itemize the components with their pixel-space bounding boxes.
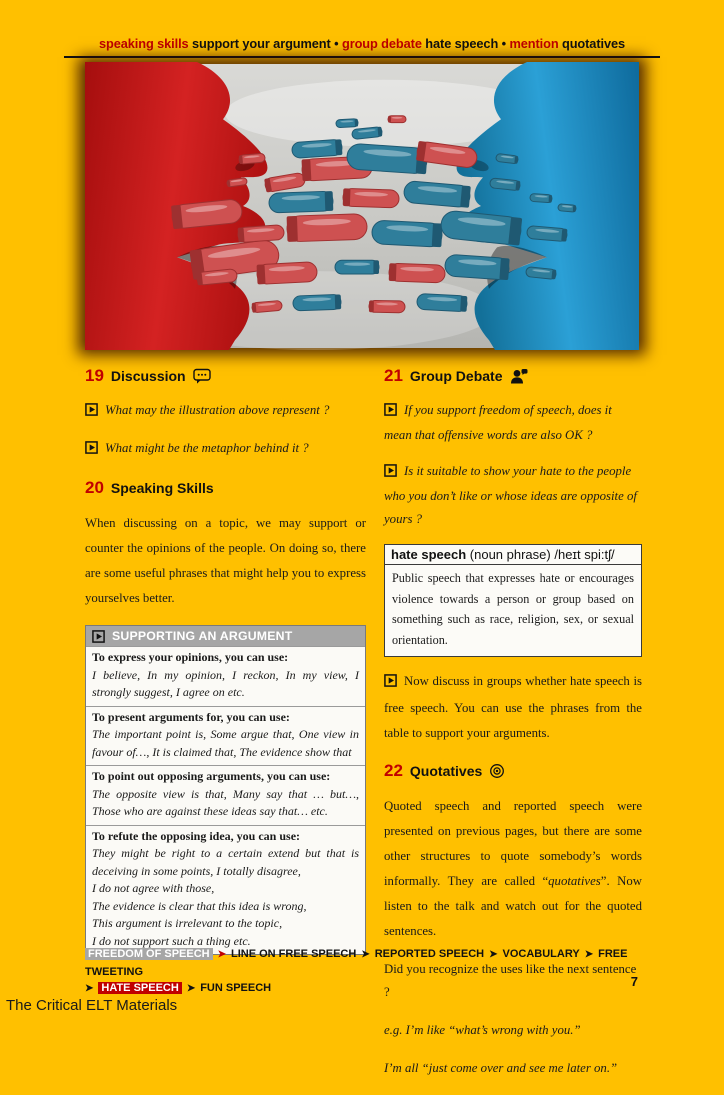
row-heading: To refute the opposing idea, you can use: (92, 828, 301, 843)
left-column (85, 360, 366, 955)
question-text: What may the illustration above represent ? (105, 403, 330, 417)
section-quotatives-heading (384, 761, 642, 781)
play-icon (384, 401, 397, 424)
topic-segment: support your argument • (192, 36, 342, 51)
brand-footer: The Critical ELT Materials (6, 997, 178, 1014)
arrow-icon: ➤ (85, 983, 94, 994)
quotatives-paragraph (384, 794, 642, 944)
topic-segment: group debate (341, 36, 426, 51)
vocab-definition: Public speech that expresses hate or encourages violence towards a person or group based on something such as race, religion, sex, or sexual orientation. (392, 571, 634, 647)
unit-trail (85, 946, 660, 998)
quotatives-term: quotatives (548, 874, 601, 888)
arrow-icon: ➤ (489, 949, 498, 960)
trail-item: VOCABULARY (502, 948, 580, 960)
table-row (86, 706, 365, 766)
vocab-box-header (385, 545, 641, 565)
page-number: 7 (630, 974, 638, 989)
section-number: 20 (85, 478, 104, 497)
section-number: 22 (384, 761, 403, 780)
row-heading: To present arguments for, you can use: (92, 709, 290, 724)
row-heading: To point out opposing arguments, you can use: (92, 769, 331, 783)
trail-line (85, 980, 660, 998)
instruction-text: Now discuss in groups whether hate speech is free speech. You can use the phrases from the table to support your arguments. (384, 674, 642, 740)
topic-segment: speaking skills (99, 36, 193, 51)
section-title: Speaking Skills (110, 480, 214, 496)
trail-item: FUN SPEECH (200, 982, 272, 994)
speaking-skills-paragraph: When discussing on a topic, we may support or counter the opinions of the people. On doing so, there are some useful phrases that might help you to express yourselves better. (85, 516, 366, 605)
quotatives-question: Did you recognize the uses like the next sentence ? (384, 962, 637, 999)
argument-table-header (86, 626, 365, 646)
person-speaking-icon (510, 368, 528, 384)
row-heading: To express your opinions, you can use: (92, 650, 289, 664)
table-row (86, 765, 365, 825)
table-row (86, 646, 365, 706)
trail-item-highlight: HATE SPEECH (98, 982, 181, 994)
row-phrases: I believe, In my opinion, I reckon, In my view, I strongly suggest, I agree on etc. (92, 667, 359, 699)
section-title: Group Debate (409, 368, 503, 384)
section-number: 21 (384, 366, 403, 385)
topic-segment: hate speech • (425, 36, 510, 51)
row-phrases: The opposite view is that, Many say that … but…, Those who are against these ideas say that… etc. (92, 786, 359, 818)
quotative-example: I’m all “just come over and see me later on.” (384, 1061, 618, 1075)
speech-bubble-icon (193, 368, 212, 385)
debate-instruction (384, 669, 642, 746)
trail-item: REPORTED SPEECH (374, 948, 485, 960)
trail-item: LINE ON FREE SPEECH (231, 948, 357, 960)
target-icon (489, 763, 505, 779)
trail-item-current: FREEDOM OF SPEECH (85, 948, 213, 960)
debate-question (384, 399, 642, 447)
hero-illustration (85, 64, 639, 348)
section-group-debate-heading (384, 366, 642, 386)
row-phrases: They might be right to a certain extend but that is deceiving in some points, I totally disagree, I do not agree with those, The evidence is clear that this idea is wrong, This argument is irrelevant to the topic, I do not support such a thing etc. (92, 846, 359, 948)
quotative-example: e.g. I’m like “what’s wrong with you.” (384, 1023, 581, 1037)
arrow-icon: ➤ (361, 949, 370, 960)
trail-item: FREE TWEETING (85, 948, 628, 978)
arrow-icon: ➤ (584, 949, 594, 960)
topic-segment: mention (509, 36, 562, 51)
arrow-icon: ➤ (186, 983, 196, 994)
vocab-part-of-speech: (noun phrase) (469, 547, 551, 562)
play-icon (85, 439, 98, 462)
vocab-term: hate speech (391, 547, 467, 562)
row-phrases: The important point is, Some argue that, One view in favour of…, It is claimed that, The evidence show that (92, 727, 359, 759)
play-icon (92, 630, 105, 643)
debate-question (384, 460, 642, 531)
discussion-question (85, 437, 366, 462)
vocab-ipa: /heɪt spi:tʃ/ (554, 547, 615, 562)
discussion-question (85, 399, 366, 424)
topic-segment: quotatives (562, 36, 625, 51)
argument-table-title: SUPPORTING AN ARGUMENT (112, 629, 293, 643)
section-number: 19 (85, 366, 104, 385)
vocab-box-hate-speech (384, 544, 642, 657)
quotatives-text: ”. Now listen to the talk and watch out for the quoted sentences. (384, 874, 642, 938)
section-discussion-heading (85, 366, 366, 386)
play-icon (384, 462, 397, 485)
section-title: Discussion (110, 368, 186, 384)
question-text: If you support freedom of speech, does it mean that offensive words are also OK ? (384, 403, 612, 442)
trail-line (85, 946, 660, 980)
play-icon (384, 671, 397, 696)
section-title: Quotatives (409, 763, 483, 779)
supporting-argument-table (85, 625, 366, 955)
table-row (86, 825, 365, 955)
question-text: What might be the metaphor behind it ? (105, 441, 309, 455)
quotatives-text: Quoted speech and reported speech were presented on previous pages, but there are some other structures to quote somebody’s words informally. They are called “ (384, 799, 642, 888)
page-topic-header (64, 36, 660, 58)
section-speaking-skills-heading (85, 478, 366, 498)
arrow-icon: ➤ (217, 949, 227, 960)
play-icon (85, 401, 98, 424)
question-text: Is it suitable to show your hate to the people who you don’t like or whose ideas are opposite of yours ? (384, 464, 637, 526)
